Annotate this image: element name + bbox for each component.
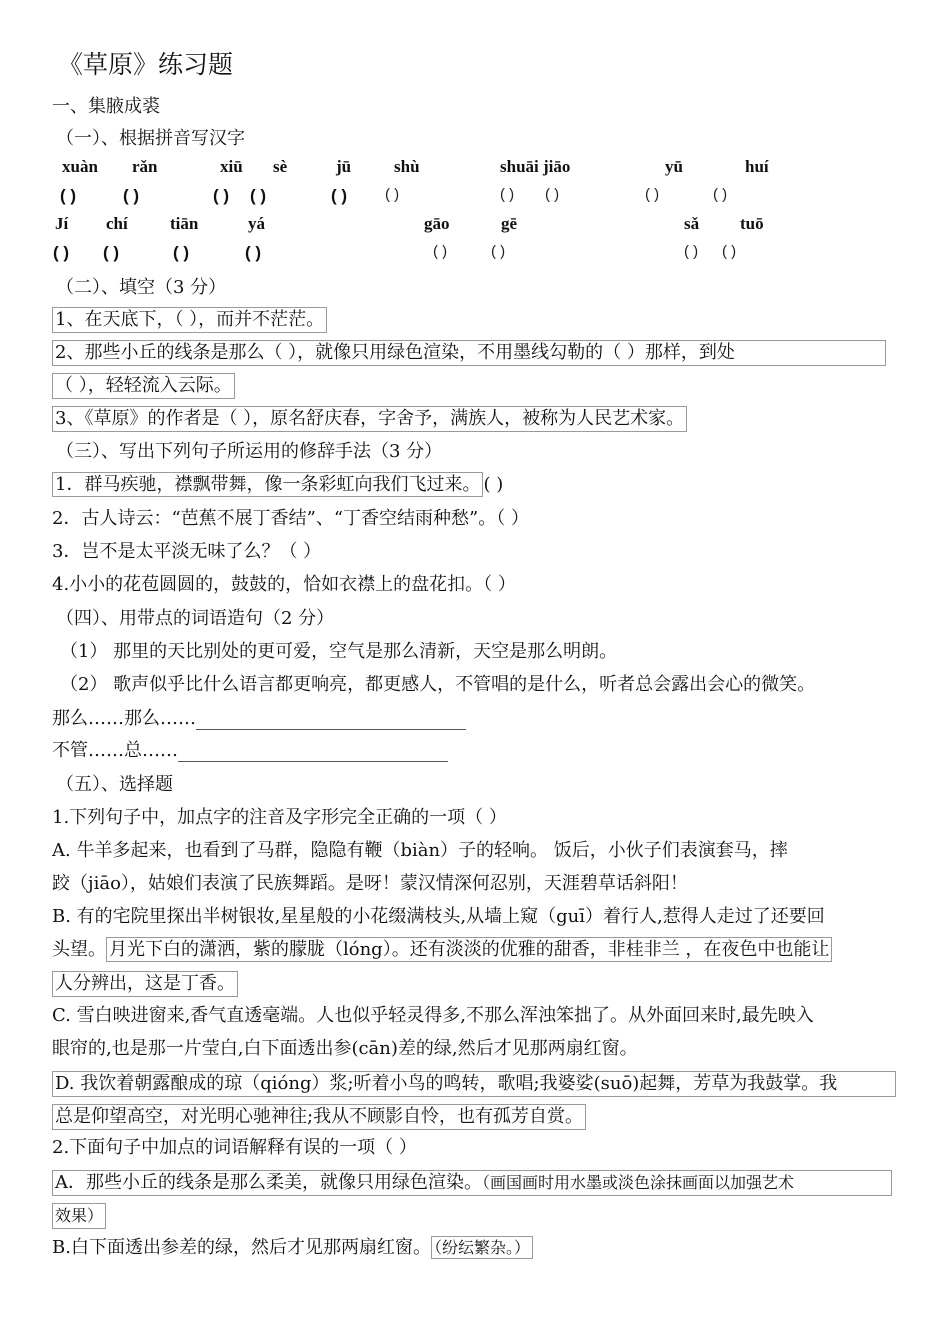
choice-option-d: D. 我饮着朝露酿成的琼（qióng）浆;听着小鸟的鸣转，歌唱;我婆娑(suō)起舞，芳草为我鼓掌。我 [52, 1071, 896, 1097]
choice-question: 2.下面句子中加点的词语解释有误的一项（ ） [52, 1137, 417, 1158]
pinyin: chí [106, 214, 128, 233]
sentence-prompt: 那么……那么…… [52, 708, 196, 729]
answer-blank[interactable]: ( ) [545, 186, 560, 203]
option-explanation: （画国画时用水墨或淡色涂抹画面以加强艺术 [482, 1173, 795, 1192]
choice-option-b: 人分辨出，这是丁香。 [52, 971, 238, 997]
rhetoric-sentence: 1．群马疾驰，襟飘带舞，像一条彩虹向我们飞过来。 [52, 472, 483, 497]
pinyin: gāo [424, 214, 450, 233]
pinyin: rǎn [132, 157, 158, 176]
option-text: 月光下白的潇洒，紫的朦胧（lóng）。还有淡淡的优雅的甜香，非桂非兰 ，在夜色中也能让 [106, 937, 832, 962]
pinyin: xiū [220, 157, 243, 176]
rhetoric-question: 2．古人诗云：“芭蕉不展丁香结”、“丁香空结雨种愁”。（ ） [52, 508, 529, 529]
pinyin: tiān [170, 214, 199, 233]
option-explanation: （纷纭繁杂。） [431, 1236, 533, 1259]
sentence-prompt: 不管……总…… [52, 740, 178, 761]
answer-line[interactable] [178, 743, 448, 762]
fill-question: （ ），轻轻流入云际。 [52, 373, 235, 399]
fill-question: 1、在天底下，（ ），而并不茫茫。 [52, 307, 327, 333]
pinyin: sǎ [684, 214, 700, 233]
answer-blank[interactable]: ( ) [53, 243, 70, 262]
pinyin: gē [501, 214, 518, 233]
sentence-making-line [52, 708, 466, 730]
choice-option-a: 跤（jiāo），姑娘们表演了民族舞蹈。是呀！蒙汉情深何忍别，天涯碧草话斜阳！ [52, 873, 688, 894]
choice-option-c: 眼帘的,也是那一片莹白,白下面透出参(cān)差的绿,然后才见那两扇红窗。 [52, 1038, 638, 1059]
answer-blank[interactable]: ( ) [722, 243, 737, 260]
subsection-heading: （二）、填空（3 分） [56, 277, 227, 298]
answer-blank[interactable]: ( ) [491, 243, 506, 260]
rhetoric-question: 4.小小的花苞圆圆的，鼓鼓的，恰如衣襟上的盘花扣。（ ） [52, 574, 516, 595]
sentence-making-line [52, 740, 448, 762]
choice-option-b: B. 有的宅院里探出半树银妆,星星般的小花缀满枝头,从墙上窥（guī）着行人,惹得人走过了还要回 [52, 906, 825, 927]
pinyin: shù [394, 157, 420, 176]
choice-question: 1.下列句子中，加点字的注音及字形完全正确的一项（ ） [52, 807, 507, 828]
choice-option-b [52, 939, 832, 961]
pinyin: yá [248, 214, 265, 233]
fill-question: 2、那些小丘的线条是那么（ ），就像只用绿色渲染，不用墨线勾勒的（ ）那样，到处 [52, 340, 886, 366]
answer-blank[interactable]: ( ) [60, 186, 77, 205]
choice-option-a [52, 1170, 892, 1196]
answer-blank[interactable]: ( ) [713, 186, 728, 203]
answer-blank[interactable]: ( ) [483, 474, 504, 495]
answer-blank[interactable]: ( ) [245, 243, 262, 262]
pinyin: huí [745, 157, 769, 176]
page-title: 《草原》练习题 [58, 50, 234, 79]
answer-blank[interactable]: ( ) [331, 186, 348, 205]
answer-blank[interactable]: ( ) [645, 186, 660, 203]
choice-option-a: A. 牛羊多起来，也看到了马群，隐隐有鞭（biàn）子的轻响。 饭后，小伙子们表演套马，摔 [52, 840, 788, 861]
option-text: 头望。 [52, 939, 106, 960]
answer-blank[interactable]: ( ) [123, 186, 140, 205]
answer-blank[interactable]: ( ) [250, 186, 267, 205]
pinyin: yū [665, 157, 683, 176]
answer-blank[interactable]: ( ) [684, 243, 699, 260]
fill-question: 3、《草原》的作者是（ ），原名舒庆春，字舍予，满族人，被称为人民艺术家。 [52, 406, 687, 432]
option-text: A．那些小丘的线条是那么柔美，就像只用绿色渲染。 [55, 1172, 482, 1193]
choice-option-c: C. 雪白映进窗来,香气直透毫端。人也似乎轻灵得多,不那么浑浊笨拙了。从外面回来时,最先映入 [52, 1005, 814, 1026]
answer-blank[interactable]: ( ) [433, 243, 448, 260]
rhetoric-question [52, 474, 503, 496]
pinyin: xuàn [62, 157, 98, 176]
section-heading: 一、集腋成裘 [52, 96, 160, 117]
pinyin: tuō [740, 214, 764, 233]
answer-line[interactable] [196, 711, 466, 730]
option-explanation: 效果） [55, 1206, 104, 1225]
answer-blank[interactable]: ( ) [103, 243, 120, 262]
pinyin: shuāi jiāo [500, 157, 571, 176]
rhetoric-question: 3．岂不是太平淡无味了么？（ ） [52, 541, 322, 562]
answer-blank[interactable]: ( ) [213, 186, 230, 205]
subsection-heading: （一）、根据拼音写汉字 [56, 128, 245, 149]
answer-blank[interactable]: ( ) [385, 186, 400, 203]
pinyin: sè [273, 157, 288, 176]
subsection-heading: （四）、用带点的词语造句（2 分） [56, 608, 335, 629]
subsection-heading: （三）、写出下列句子所运用的修辞手法（3 分） [56, 441, 443, 462]
choice-option-a [52, 1203, 106, 1229]
choice-option-b [52, 1237, 533, 1259]
choice-option-d: 总是仰望高空，对光明心驰神往;我从不顾影自怜，也有孤芳自赏。 [52, 1104, 586, 1130]
option-text: B.白下面透出参差的绿，然后才见那两扇红窗。 [52, 1237, 431, 1258]
subsection-heading: （五）、选择题 [56, 774, 173, 795]
answer-blank[interactable]: ( ) [500, 186, 515, 203]
example-sentence: （2） 歌声似乎比什么语言都更响亮，都更感人，不管唱的是什么，听者总会露出会心的微笑。 [60, 674, 816, 695]
answer-blank[interactable]: ( ) [173, 243, 190, 262]
pinyin: jū [336, 157, 352, 176]
example-sentence: （1） 那里的天比别处的更可爱，空气是那么清新，天空是那么明朗。 [60, 641, 618, 662]
pinyin: Jí [55, 214, 69, 233]
